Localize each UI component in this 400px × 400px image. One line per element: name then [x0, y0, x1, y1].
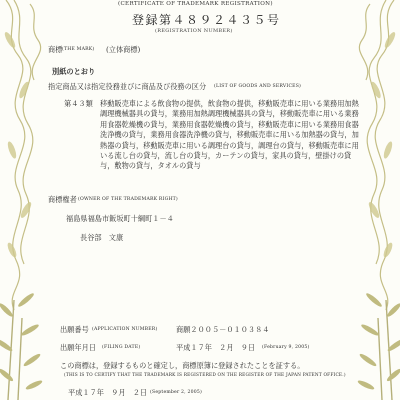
filing-date-value: 平成１７年 ２月 ９日 — [176, 343, 256, 352]
class-label: 第４３類 — [64, 99, 93, 108]
owner-label-en: (OWNER OF THE TRADEMARK RIGHT) — [78, 197, 178, 202]
owner-name: 長谷部 文康 — [80, 233, 124, 242]
certification-text: この商標は，登録するものと確定し，商標原簿に登録されたことを証する。 — [60, 361, 305, 370]
filing-date-label: 出願年月日 — [60, 343, 96, 352]
certification-date: 平成１７年 ９月 ２日 — [68, 388, 148, 397]
filing-date-label-en: (FILING DATE) — [102, 345, 141, 350]
mark-label: 商標 — [48, 45, 63, 54]
certification-date-en: (September 2, 2005) — [150, 390, 202, 395]
goods-services-heading-en: (LIST OF GOODS AND SERVICES) — [214, 84, 302, 89]
mark-value: (立体商標) — [106, 45, 141, 54]
owner-address: 福島県福島市飯坂町十綱町１－４ — [66, 214, 174, 223]
goods-services-heading: 指定商品又は指定役務並びに商品及び役務の区分 — [48, 82, 207, 91]
attachment-note: 別紙のとおり — [52, 67, 96, 76]
owner-label: 商標権者 — [48, 195, 77, 204]
registration-number-title: 登録第４８９２４３５号 — [132, 13, 281, 27]
right-ornament-border — [348, 0, 400, 400]
certificate-subtitle: (CERTIFICATE OF TRADEMARK REGISTRATION) — [118, 1, 273, 7]
registration-number-subtitle: (REGISTRATION NUMBER) — [155, 28, 233, 34]
filing-date-value-en: (February 9, 2005) — [262, 345, 310, 350]
left-ornament-border — [0, 0, 52, 400]
application-number-value: 商願２００５－０１０３８４ — [176, 325, 270, 334]
mark-label-en: (THE MARK) — [62, 47, 95, 52]
goods-services-description: 移動販売車による飲食物の提供，飲食物の提供，移動販売車に用いる業務用加熱調理機械器具の貸与，業務用加熱調理機械器具の貸与，移動販売車に用いる業務用食器乾燥機の貸与，業務用食器乾燥機の貸与，移動販売車に用いる業務用食器洗浄機の貸与，業務用食器洗浄機の貸与，移動販売車に用いる加熱器の貸与，加熱器の貸与，移動販売車に用いる調理台の貸与，調理台の貸与，移動販売車に用いる流し台の貸与，流し台の貸与，カーテンの貸与，家具の貸与，壁掛けの貸与，敷物の貸与，タオルの貸与 — [100, 99, 359, 171]
application-number-label: 出願番号 — [60, 325, 89, 334]
certification-text-en: (THIS IS TO CERTIFY THAT THE TRADEMARK IS REGISTERED ON THE REGISTER OF THE JAPAN PATENT OFFICE.) — [64, 373, 346, 378]
application-number-label-en: (APPLICATION NUMBER) — [92, 327, 158, 332]
